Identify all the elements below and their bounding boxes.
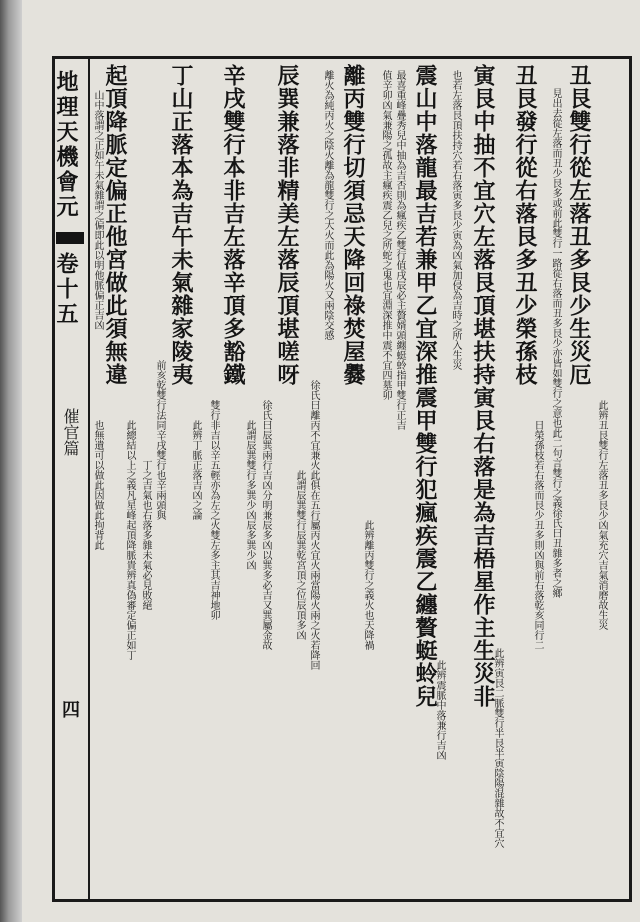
commentary-col-5: 也若左落艮頂扶持穴若右落寅多艮少寅為凶氣加侵為吉時之所入生災	[450, 70, 461, 370]
commentary-col-14: 此謂辰巽雙行多巽少凶辰多巽少凶	[244, 420, 255, 570]
commentary-col-17: 前亥乾雙行法同辛戌雙行也辛兩頭與	[154, 360, 165, 520]
main-text-col-3: 丑艮發行從右落艮多丑少榮孫枝	[512, 64, 538, 386]
book-spine	[0, 0, 22, 922]
commentary-col-10: 離火為純丙火之陰火離為龍雙行之大火而此為陽火又兩陰交感	[322, 70, 333, 340]
commentary-col-1: 此辨丑艮雙行左落丑多艮少凶氣充穴吉氣消磨故生災	[596, 400, 607, 630]
commentary-col-16: 此辨丁脈正落吉凶之論	[190, 420, 201, 520]
commentary-col-15: 雙行非吉以辛五輕亦為左之火雙左多主其吉神地卯	[208, 400, 219, 620]
volume-label: 卷十五	[53, 252, 79, 327]
main-text-col-16: 丁山正落本為吉午未氣雜家陵夷	[168, 64, 194, 386]
commentary-col-9: 此辨離丙雙行之義火也天降禍	[362, 520, 373, 650]
fishtail-mark	[56, 232, 84, 244]
commentary-col-8: 值辛卯凶氣兼陽之孤故主瘋疾震乙兒之所蛇之鬼也宜淵深推中震不宜四墓卯	[380, 70, 391, 400]
book-page	[22, 0, 640, 922]
commentary-col-20: 山中落謂之正如午未氣雜謂之偏即此以明他脈偏正吉凶	[92, 90, 103, 330]
page-number: 四	[59, 700, 80, 718]
commentary-col-7: 最喜重峰疊秀兒中抽為吉否則為瘋疾乙雙行值戌辰必主贅婿頭纏蜓蛉指甲雙行正吉	[394, 70, 405, 430]
commentary-col-2: 見出去從左落而丑少艮多或前此雙行一路從右落而丑多艮少亦皆如雙行之意也此二句言雙行之義徐氏曰丑雜多者之鄉	[550, 88, 561, 598]
commentary-col-19: 此總結以上之義凡星峰起頂降脈貴辨真偽審定偏正如丁	[124, 420, 135, 660]
commentary-col-18: 丁之吉氣也右落多雜未氣必見敗絕	[140, 460, 151, 610]
commentary-col-4: 此辨寅艮二脈雙行半艮半寅陰陽混雜故不宜穴	[492, 648, 503, 848]
commentary-col-3: 日榮孫枝若右落而艮少丑多則凶與前右落乾亥同行二	[532, 420, 543, 650]
main-text-col-6: 震山中落龍最吉若兼甲乙宜深推震甲雙行犯瘋疾震乙纏贅蜓蛉兒	[412, 64, 438, 708]
section-label: 催官篇	[61, 408, 80, 456]
main-text-col-19: 起頂降脈定偏正他宮做此須無違	[102, 64, 128, 386]
main-text-col-12: 辰巽兼落非精美左落辰頂堪嗟呀	[274, 64, 300, 386]
main-text-col-9: 離丙雙行切須忌天降回祿焚屋爨	[340, 64, 366, 386]
commentary-col-6: 此辨震脈中落兼行吉凶	[434, 660, 445, 760]
commentary-col-12: 此謂辰巽雙行辰巽乾宮頂之位辰頂多凶	[294, 470, 305, 640]
main-text-col-1: 丑艮雙行從左落丑多艮少生災厄	[566, 64, 592, 386]
main-text-col-4: 寅艮中抽不宜穴左落艮頂堪扶持寅艮右落是為吉梧星作主生災非	[470, 64, 496, 708]
commentary-col-11: 徐氏曰離丙不宜兼火此俱在五行屬丙火宜火兩當陽火兩之火若降回	[308, 380, 319, 670]
book-title: 地理天機會元	[53, 70, 79, 220]
commentary-col-13: 徐氏曰辰巽兩行吉凶分明兼辰多凶以巽多必吉又巽屬金故	[260, 400, 271, 650]
main-text-col-14: 辛戌雙行本非吉左落辛頂多豁鐵	[220, 64, 246, 386]
commentary-col-21: 也無遺可以做此因做此拘背此	[92, 420, 103, 550]
